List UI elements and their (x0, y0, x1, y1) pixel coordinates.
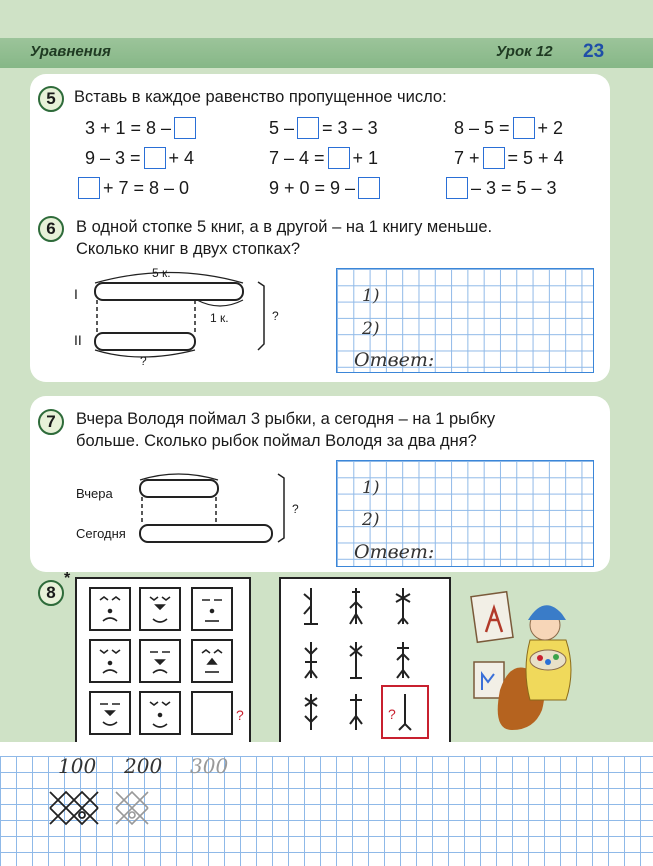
question-bottom: ? (140, 354, 147, 368)
equation-5: 7 – 4 = + 1 (269, 147, 379, 168)
step-1-label: 1) (362, 286, 380, 306)
practice-100: 100 (58, 754, 97, 778)
task8-star: * (64, 570, 71, 587)
equation-3: 8 – 5 = + 2 (454, 117, 564, 138)
row-label-today: Сегодня (76, 526, 126, 541)
task7-line2: больше. Сколько рыбок поймал Володя за два дня? (76, 432, 477, 450)
label-1k: 1 к. (210, 311, 229, 325)
label-5k: 5 к. (152, 266, 171, 280)
practice-200: 200 (124, 754, 163, 778)
task6-line2: Сколько книг в двух стопках? (76, 240, 301, 258)
task-number-5: 5 (38, 86, 64, 112)
equation-4: 9 – 3 = + 4 (85, 147, 195, 168)
step-2-label-7: 2) (362, 510, 380, 530)
equation-8: 9 + 0 = 9 – (268, 176, 382, 200)
task6-line1: В одной стопке 5 книг, а в другой – на 1 книгу меньше. (76, 218, 493, 236)
answer-word-7: Ответ: (354, 541, 435, 563)
task5-text: Вставь в каждое равенство пропущенное число: (74, 88, 447, 106)
page-number: 23 (583, 41, 605, 62)
equation-7: + 7 = 8 – 0 (76, 176, 190, 200)
step-2-label: 2) (362, 319, 380, 339)
task-number-7: 7 (38, 409, 64, 435)
row-label-2: II (74, 332, 82, 348)
task-number-8: 8 (38, 580, 64, 606)
equation-6: 7 + = 5 + 4 (454, 147, 564, 168)
question-side-7: ? (292, 502, 299, 516)
equation-1: 3 + 1 = 8 – (84, 116, 198, 140)
row-label-1: I (74, 286, 78, 302)
chapter-title: Уравнения (30, 43, 111, 60)
faces-question: ? (236, 707, 244, 723)
answer-word: Ответ: (354, 349, 435, 371)
step-1-label-7: 1) (362, 478, 380, 498)
row-label-yesterday: Вчера (76, 486, 113, 501)
practice-300: 300 (190, 754, 229, 778)
lesson-label: Урок 12 (496, 43, 553, 60)
task-number-6: 6 (38, 216, 64, 242)
figures-question: ? (388, 706, 396, 722)
equation-9: – 3 = 5 – 3 (444, 176, 558, 200)
task7-line1: Вчера Володя поймал 3 рыбки, а сегодня – на 1 рыбку (76, 410, 496, 428)
equation-2: 5 – = 3 – 3 (269, 117, 378, 138)
question-side: ? (272, 309, 279, 323)
